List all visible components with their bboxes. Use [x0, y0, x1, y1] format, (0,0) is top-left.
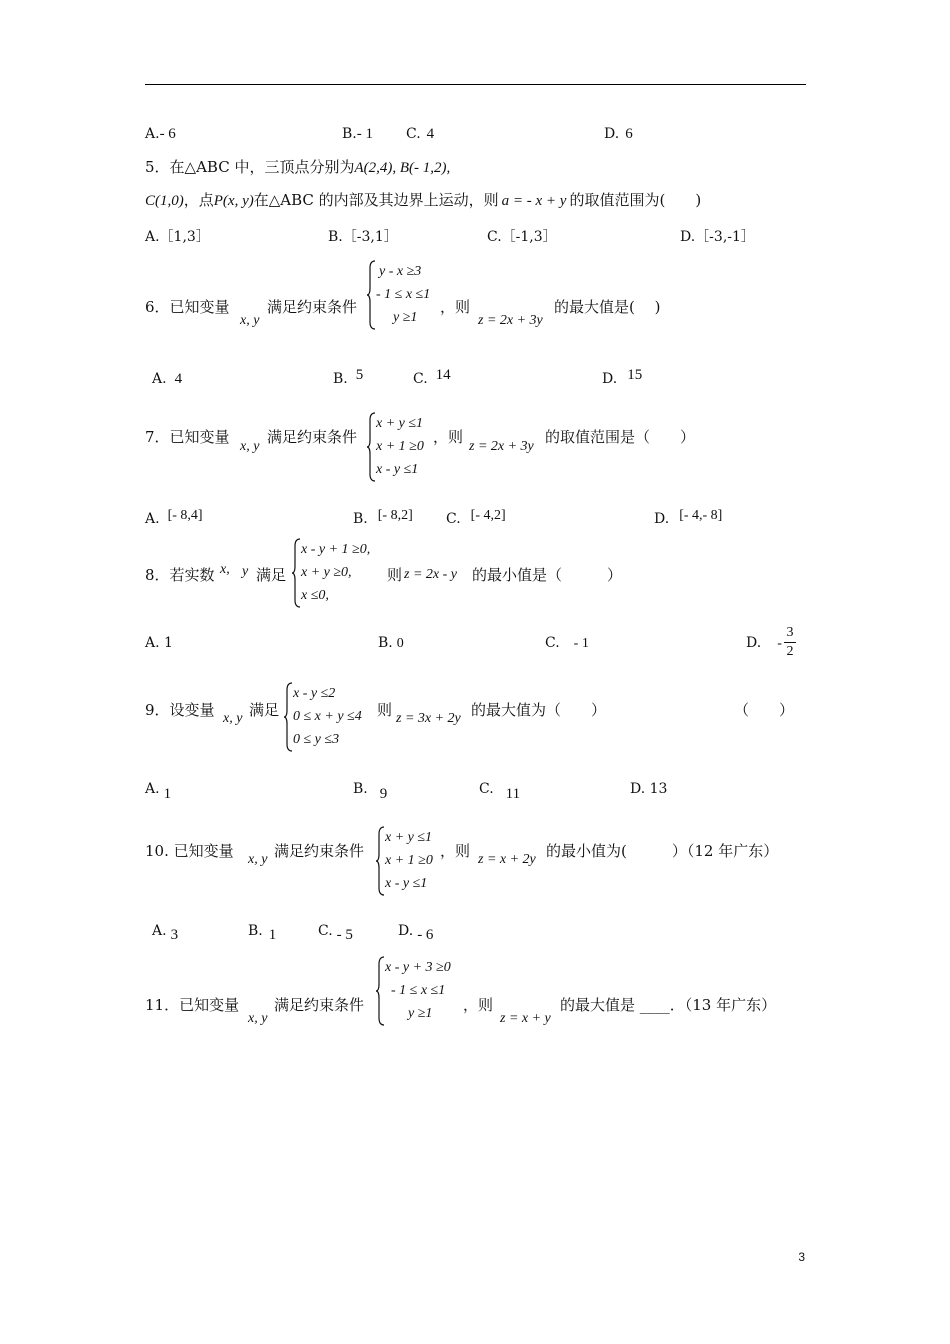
q6-constraint-1: y - x ≥3 — [379, 264, 422, 279]
q9-option-c: C. 11 — [479, 781, 521, 802]
q5-option-b: B.［-3,1］ — [328, 229, 398, 245]
q7-mid: 满足约束条件 — [267, 428, 358, 446]
q8-mid: 满足 — [256, 566, 287, 584]
q5-line1: 5．在△ABC 中，三顶点分别为A(2,4), B(- 1,2), — [145, 158, 451, 176]
q11-constraint-3: y ≥1 — [408, 1006, 433, 1021]
q11-constraint-1: x - y + 3 ≥0 — [385, 960, 451, 975]
q10-option-a: A. 3 — [152, 923, 179, 943]
q8-suffix: 的最小值是（ ） — [472, 566, 623, 584]
q11-then: ，则 — [463, 996, 494, 1014]
q10-constraint-2: x + 1 ≥0 — [385, 853, 433, 868]
q10-vars: x, y — [248, 852, 268, 867]
q5-option-c: C.［-1,3］ — [487, 229, 557, 245]
q9-constraint-3: 0 ≤ y ≤3 — [293, 732, 340, 747]
q7-suffix: 的取值范围是（ ） — [545, 428, 696, 446]
q6-suffix: 的最大值是( ) — [554, 298, 661, 316]
q6-prefix: 6．已知变量 — [145, 298, 230, 316]
q10-suffix: 的最小值为( ）（12 年广东） — [546, 842, 779, 860]
q7-option-b: B. [- 8,2] — [353, 508, 413, 527]
q8-constraint-2: x + y ≥0, — [301, 565, 352, 580]
q8-option-d: D. - — [746, 635, 782, 651]
q8-constraint-1: x - y + 1 ≥0, — [301, 542, 371, 557]
q6-constraint-system — [367, 260, 457, 330]
q8-objective: z = 2x - y — [404, 567, 457, 582]
fraction-numerator: 3 — [786, 625, 794, 640]
q5-option-d: D.［-3,-1］ — [680, 229, 755, 245]
q4-option-d: D. 6 — [604, 126, 633, 142]
q10-constraint-3: x - y ≤1 — [385, 876, 428, 891]
q8-option-a: A. 1 — [145, 635, 173, 651]
q6-option-d: D. 15 — [602, 367, 643, 387]
q10-prefix: 10. 已知变量 — [145, 842, 234, 860]
q7-constraint-system — [367, 412, 447, 482]
q6-option-a: A. 4 — [152, 371, 183, 387]
q8-option-b: B. 0 — [378, 635, 404, 651]
q4-option-c: C. 4 — [406, 126, 435, 142]
q9-mid: 满足 — [249, 701, 280, 719]
q9-prefix: 9．设变量 — [145, 701, 215, 719]
q6-objective: z = 2x + 3y — [478, 313, 543, 328]
q5-option-a: A.［1,3］ — [145, 229, 210, 245]
q7-option-d: D. [- 4,- 8] — [654, 508, 723, 527]
q6-mid: 满足约束条件 — [267, 298, 358, 316]
q10-constraint-1: x + y ≤1 — [385, 830, 433, 845]
q6-option-c: C. 14 — [413, 367, 451, 387]
q9-constraint-system — [284, 682, 384, 752]
q11-constraint-2: - 1 ≤ x ≤1 — [391, 983, 446, 998]
q6-then: ，则 — [440, 298, 471, 316]
q7-option-a: A. [- 8,4] — [145, 508, 203, 527]
q8-constraint-3: x ≤0, — [301, 588, 329, 603]
q7-constraint-3: x - y ≤1 — [376, 462, 419, 477]
q8-then: 则 — [387, 566, 403, 584]
q9-objective: z = 3x + 2y — [396, 711, 461, 726]
q10-constraint-system — [376, 826, 456, 896]
header-rule — [145, 84, 806, 85]
q11-objective: z = x + y — [500, 1011, 551, 1026]
q10-then: ，则 — [440, 842, 471, 860]
q10-option-d: D. - 6 — [398, 923, 434, 943]
q4-option-b: B.- 1 — [342, 126, 373, 142]
q8-prefix: 8．若实数 — [145, 566, 215, 584]
q9-then: 则 — [377, 701, 393, 719]
q8-option-c: C. - 1 — [545, 635, 589, 651]
q6-vars: x, y — [240, 313, 260, 328]
q8-var-y: y — [242, 564, 249, 579]
q7-option-c: C. [- 4,2] — [446, 508, 506, 527]
q9-option-b: B. 9 — [353, 781, 388, 802]
q9-constraint-1: x - y ≤2 — [293, 686, 336, 701]
q11-mid: 满足约束条件 — [274, 996, 365, 1014]
fraction-bar — [784, 642, 796, 643]
q7-objective: z = 2x + 3y — [469, 439, 534, 454]
q11-suffix: 的最大值是 ____．（13 年广东） — [560, 996, 777, 1014]
q9-option-d: D. 13 — [630, 781, 668, 797]
q9-suffix: 的最大值为（ ） — [471, 701, 607, 719]
q5-line2: C(1,0)，点P(x, y)在△ABC 的内部及其边界上运动，则 a = - x + y 的取值范围为( ) — [145, 191, 702, 209]
q9-option-a: A. 1 — [145, 781, 172, 802]
q7-then: ，则 — [433, 428, 464, 446]
q11-vars: x, y — [248, 1011, 268, 1026]
q10-option-c: C. - 5 — [318, 923, 353, 943]
q6-option-b: B. 5 — [333, 367, 364, 387]
fraction-denominator: 2 — [786, 644, 794, 659]
q10-mid: 满足约束条件 — [274, 842, 365, 860]
page-number: 3 — [798, 1250, 805, 1264]
q6-constraint-2: - 1 ≤ x ≤1 — [376, 287, 431, 302]
q8-option-d-fraction — [784, 626, 796, 659]
q11-constraint-system — [376, 956, 476, 1026]
q11-prefix: 11．已知变量 — [145, 996, 240, 1014]
q9-constraint-2: 0 ≤ x + y ≤4 — [293, 709, 362, 724]
q9-extra-paren: （ ） — [734, 701, 795, 719]
q7-vars: x, y — [240, 439, 260, 454]
q7-prefix: 7．已知变量 — [145, 428, 230, 446]
q8-var-x: x, — [220, 562, 230, 577]
q7-constraint-2: x + 1 ≥0 — [376, 439, 424, 454]
q4-option-a: A.- 6 — [145, 126, 176, 142]
q6-constraint-3: y ≥1 — [393, 310, 418, 325]
q7-constraint-1: x + y ≤1 — [376, 416, 424, 431]
q10-option-b: B. 1 — [248, 923, 277, 943]
q10-objective: z = x + 2y — [478, 852, 536, 867]
q8-constraint-system — [292, 538, 392, 608]
q9-vars: x, y — [223, 711, 243, 726]
